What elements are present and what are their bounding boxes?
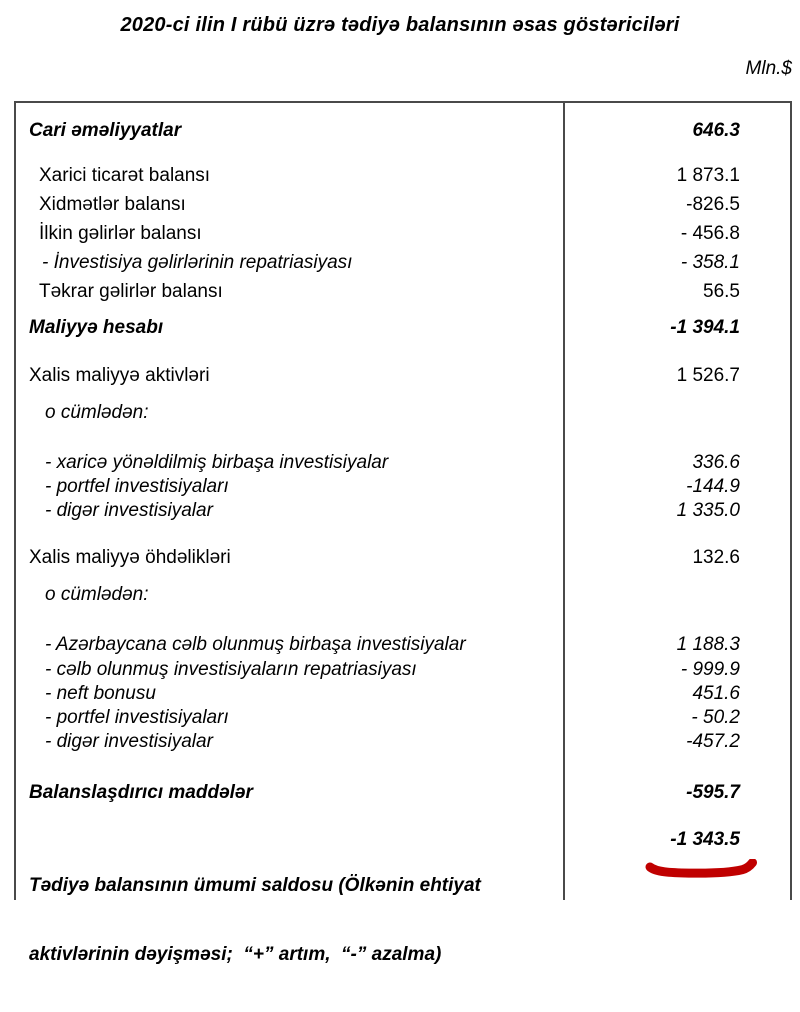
table-row <box>16 632 790 658</box>
row-label: Xidmətlər balansı <box>39 194 186 215</box>
table-row <box>16 219 790 248</box>
table-row <box>16 277 790 306</box>
table-row <box>16 116 790 145</box>
row-label: - digər investisiyalar <box>45 500 213 521</box>
row-label: Maliyyə hesabı <box>29 317 164 338</box>
row-value: 336.6 <box>692 452 740 473</box>
row-label: - portfel investisiyaları <box>45 707 229 728</box>
table-row <box>16 398 790 427</box>
table-row <box>16 190 790 219</box>
unit-label: Mln.$ <box>745 58 792 79</box>
column-divider <box>563 103 565 900</box>
table-row <box>16 778 790 807</box>
row-value: -144.9 <box>686 476 740 497</box>
row-label: - digər investisiyalar <box>45 731 213 752</box>
row-value: -1 394.1 <box>670 317 740 338</box>
table-row <box>16 580 790 609</box>
row-value: 451.6 <box>692 683 740 704</box>
table-row <box>16 499 790 523</box>
row-value: - 999.9 <box>680 659 740 680</box>
table-row <box>16 361 790 390</box>
table-row <box>16 248 790 277</box>
row-label: - Azərbaycana cəlb olunmuş birbaşa investisiyalar <box>45 634 466 655</box>
row-label: Cari əməliyyatlar <box>29 120 182 141</box>
table-row <box>16 451 790 475</box>
row-label: - cəlb olunmuş investisiyaların repatriasiyası <box>45 659 417 680</box>
row-value: 1 188.3 <box>676 634 740 655</box>
table-row <box>16 658 790 682</box>
row-label: Xarici ticarət balansı <box>39 165 211 186</box>
row-value: -457.2 <box>686 731 740 752</box>
red-underline-mark <box>644 859 758 878</box>
row-value: 1 335.0 <box>676 500 740 521</box>
row-value: 1 873.1 <box>676 165 740 186</box>
row-value <box>563 398 790 427</box>
row-value: -826.5 <box>686 194 740 215</box>
row-label: - portfel investisiyaları <box>45 476 229 497</box>
row-label: İlkin gəlirlər balansı <box>39 223 202 244</box>
row-value: 646.3 <box>692 120 740 141</box>
row-label: o cümlədən: <box>45 584 149 605</box>
row-label: Təkrar gəlirlər balansı <box>39 281 223 302</box>
table-row <box>16 730 790 754</box>
row-value: -1 343.5 <box>670 829 740 850</box>
row-value: 132.6 <box>692 547 740 568</box>
table-row <box>16 706 790 730</box>
row-label-line: Tədiyə balansının ümumi saldosu (Ölkənin ehtiyat <box>29 875 481 896</box>
row-value: - 358.1 <box>680 252 740 273</box>
row-label: Xalis maliyyə aktivləri <box>29 365 210 386</box>
row-label: Xalis maliyyə öhdəlikləri <box>29 547 231 568</box>
page-title: 2020-ci ilin I rübü üzrə tədiyə balansının əsas göstəriciləri <box>120 14 680 36</box>
table-row <box>16 828 790 1012</box>
row-value: - 50.2 <box>691 707 740 728</box>
row-value: 1 526.7 <box>676 365 740 386</box>
row-label <box>16 828 563 1012</box>
row-value: 56.5 <box>703 281 740 302</box>
table-row <box>16 161 790 190</box>
row-label: o cümlədən: <box>45 402 149 423</box>
row-label: - İnvestisiya gəlirlərinin repatriasiyası <box>42 252 353 273</box>
table-row <box>16 313 790 342</box>
row-label: - xaricə yönəldilmiş birbaşa investisiyalar <box>45 452 389 473</box>
row-label: Balanslaşdırıcı maddələr <box>29 782 253 803</box>
row-label-line: aktivlərinin dəyişməsi; “+” artım, “-” azalma) <box>29 944 442 965</box>
balance-table <box>14 101 792 965</box>
table-row <box>16 543 790 572</box>
row-value: -595.7 <box>686 782 740 803</box>
table-row <box>16 475 790 499</box>
page <box>0 14 800 965</box>
row-label: - neft bonusu <box>45 683 156 704</box>
row-value <box>563 580 790 609</box>
table-row <box>16 682 790 706</box>
row-value: - 456.8 <box>680 223 740 244</box>
